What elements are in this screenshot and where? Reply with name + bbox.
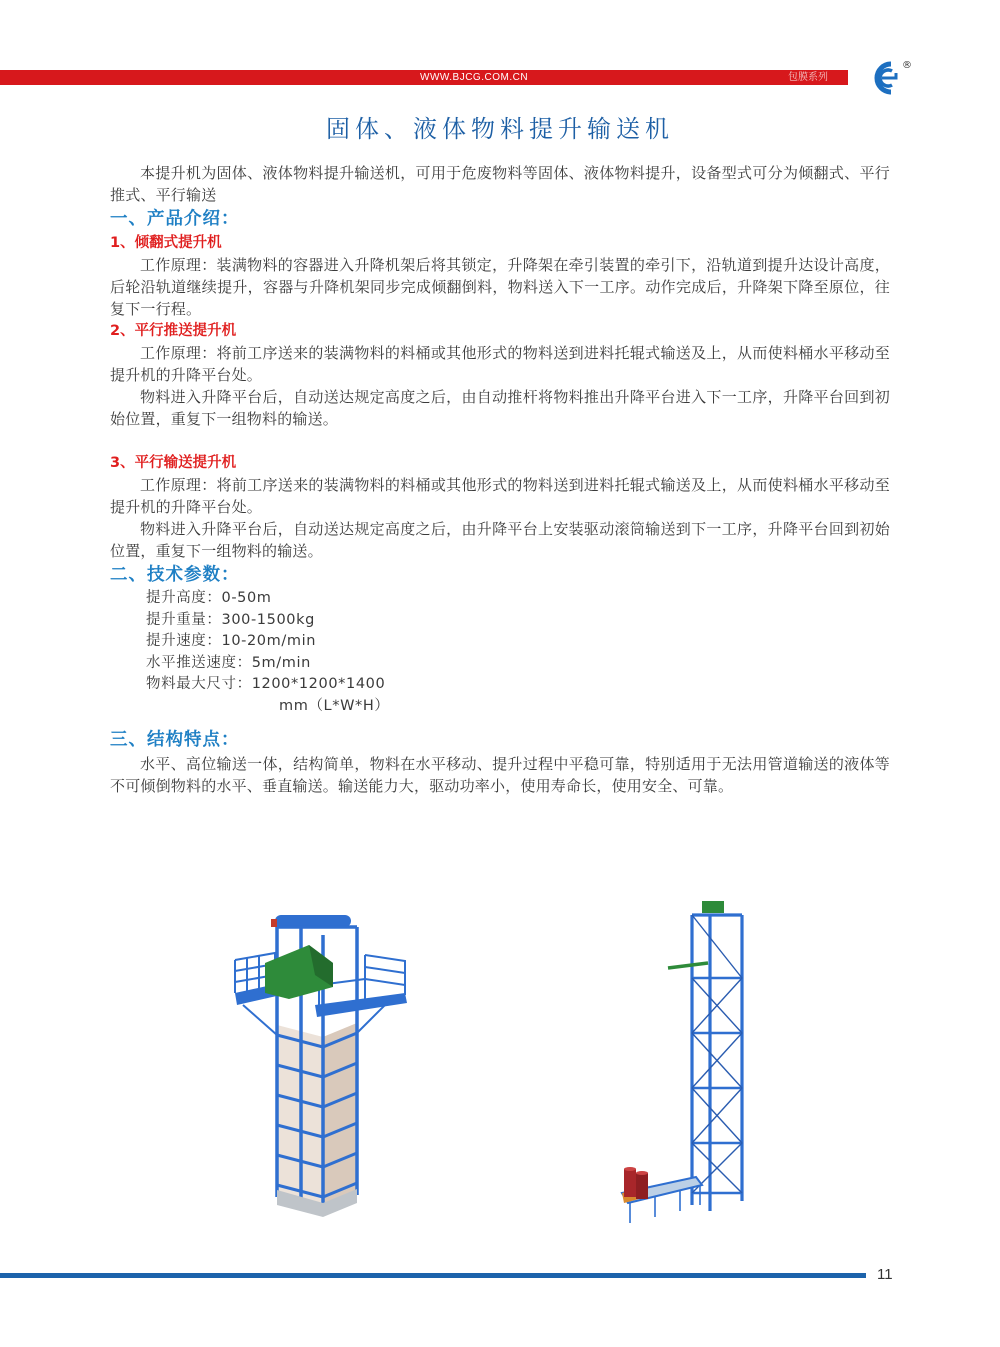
spacer: [110, 430, 890, 452]
conveying-process: 物料进入升降平台后，自动送达规定高度之后，由升降平台上安装驱动滚筒输送到下一工序，升降平台回到初始位置，重复下一组物料的输送。: [110, 520, 890, 560]
section-heading-features: 三、结构特点：: [110, 730, 240, 750]
spec-push-speed: 水平推送速度：5m/min: [146, 654, 311, 671]
spec-max-size-unit: mm（L*W*H）: [279, 697, 390, 714]
registered-mark: ®: [902, 60, 912, 71]
tilting-elevator-image: [215, 905, 415, 1225]
page-title: 固体、液体物料提升输送机: [326, 115, 674, 143]
section-heading-specs: 二、技术参数：: [110, 565, 240, 585]
company-logo-icon: [864, 58, 914, 98]
push-process: 物料进入升降平台后，自动送达规定高度之后，由自动推杆将物料推出升降平台进入下一工序，升降平台回到初始位置，重复下一组物料的输送。: [110, 388, 890, 428]
page-number: 11: [877, 1266, 893, 1283]
push-principle: 工作原理：将前工序送来的装满物料的料桶或其他形式的物料送到进料托辊式输送及上，从而使料桶水平移动至提升机的升降平台处。: [110, 344, 890, 384]
spec-list: [146, 588, 890, 717]
subheading-tilting-elevator: 1、倾翻式提升机: [110, 235, 222, 251]
spec-max-size: 物料最大尺寸：1200*1200*1400: [146, 676, 386, 692]
tilting-principle: 工作原理：装满物料的容器进入升降机架后将其锁定，升降架在牵引装置的牵引下，沿轨道到提升达设计高度，后轮沿轨道继续提升，容器与升降机架同步完成倾翻倒料，物料送入下一工序。动作完成后，升降架下降至原位，往复下一行程。: [110, 256, 890, 318]
header-url: WWW.BJCG.COM.CN: [420, 72, 529, 83]
spec-lift-speed: 提升速度：10-20m/min: [146, 633, 316, 649]
footer-blue-bar: [0, 1273, 866, 1278]
subheading-push-elevator: 2、平行推送提升机: [110, 323, 237, 339]
features-paragraph: 水平、高位输送一体，结构简单，物料在水平移动、提升过程中平稳可靠，特别适用于无法用管道输送的液体等不可倾倒物料的水平、垂直输送。输送能力大，驱动功率小，使用寿命长，使用安全、可靠。: [110, 755, 890, 795]
spec-lift-height: 提升高度：0-50m: [146, 590, 272, 606]
document-body: [110, 162, 890, 797]
spec-lift-weight: 提升重量：300-1500kg: [146, 611, 315, 628]
conveying-principle: 工作原理：将前工序送来的装满物料的料桶或其他形式的物料送到进料托辊式输送及上，从而使料桶水平移动至提升机的升降平台处。: [110, 476, 890, 516]
conveying-elevator-image: [610, 893, 770, 1228]
subheading-conveying-elevator: 3、平行输送提升机: [110, 455, 237, 471]
header-series-label: 包膜系列: [788, 72, 828, 83]
intro-paragraph: 本提升机为固体、液体物料提升输送机，可用于危废物料等固体、液体物料提升，设备型式可分为倾翻式、平行推式、平行输送: [110, 164, 890, 204]
section-heading-intro: 一、产品介绍：: [110, 209, 240, 229]
